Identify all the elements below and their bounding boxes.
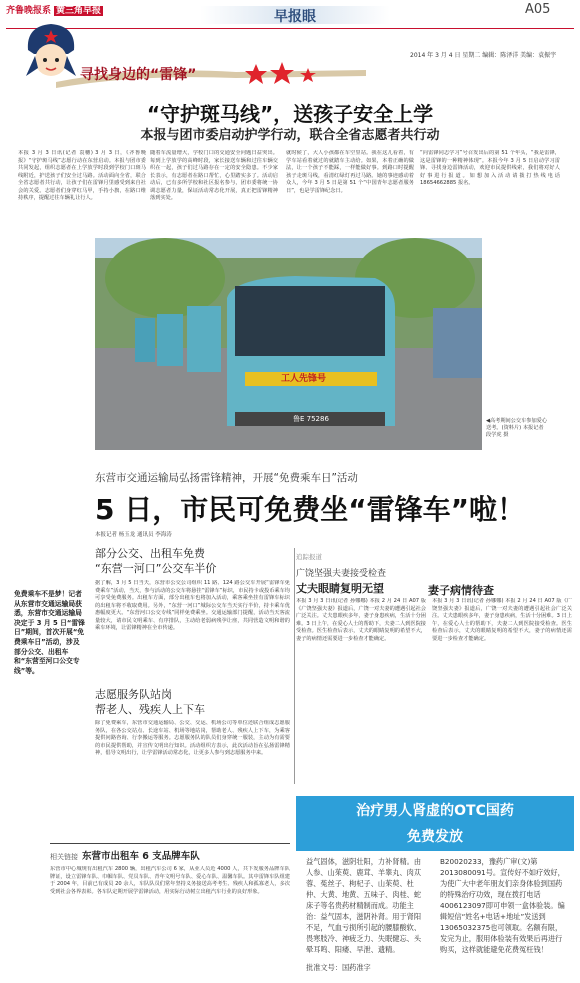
story1-subhead: 本报与团市委启动护学行动，联合全省志愿者共行动: [140, 128, 440, 143]
story1-column: “向雷锋同志学习”号召发出后的第 51 个年头，“我是雷锋，这是雷锋的一种精神体现”。本报今年 3 月 5 日启动学习雷锋、寻找身边雷锋活动，欢迎市民提供线索，我们将对好人好事进行报道。如想加入活动请拨打热线电话 18654662885 报名。: [420, 150, 560, 186]
date-line: 2014 年 3 月 4 日 星期二 编辑：陈泽洋 美编：袁振宇: [410, 52, 557, 59]
bus-photo: [95, 238, 482, 450]
related-link-body: 东营市中心城规有出租汽车 2800 辆，出租汽车公司 6 家，从业人员近 4000 人，共下发服务品牌车队牌证，设立雷锋车队、巾帼车队、党员车队、青年文明号车队、爱心车队、温馨车队。其中雷锋车队组建于 2004 年，目前已有成员 20 余人，车队队员们常年坚持义务接送高考考生、残疾人和孤寡老人，多次受到社会各界表彰。各车队定期开展学雷锋活动，用实际行动树立出租汽车行业的良好形象。: [50, 866, 290, 895]
header-rule: [6, 28, 574, 29]
story2-kicker: 东营市交通运输局弘扬雷锋精神，开展“免费乘车日”活动: [95, 472, 358, 484]
sidebar-rule: [294, 548, 295, 784]
story1-column: 就时候了，大人小孩都在车空里站。我在这儿看着，有学车站看着就过的就踏车主动给。如果，本着正确的做法，让一个孩子不能踩，一样能做好事。到路口时提醒孩子走斑马线，看清红绿灯再过马路。她的事迹感动着众人，今年 3 月 5 日是第 51 个“中国青年志愿者服务日”，也是学雷锋纪念日。: [286, 150, 414, 194]
related-link-heading: 相关链接 东营市出租车 6 支品牌车队: [50, 851, 200, 862]
story2-lead-quote: 免费乘车不是梦！记者从东营市交通运输局获悉，东营市交通运输局决定于 3 月 5 日“雷锋日”期间，首次开展“免费乘车日”活动，涉及部分公交、出租车和“东营至河口公交专线”等。: [14, 590, 85, 675]
story2-body: 据了解，3 月 5 日当天，东营市公交公司组织 11 路、124 路公交车开展“雷锋车免费乘车”活动，当天，参与活动的公交车将悬挂“雷锋车”标识，市民持卡或投币乘车均可享受免费服务。出租车方面，部分出租车也将加入活动，乘客乘坐挂有雷锋车标识的出租车将不收取费用。另外，“东营一河口”城际公交车当天实行半价，持卡乘车优惠幅度更大。“东营河口公交专线”同样免费乘坐。交通运输部门提醒，活动当天客流量较大，请市民文明乘车、有序排队，主动给老弱病残孕让座，共同营造文明和谐的乘车环境，让雷锋精神在全市传递。: [95, 580, 290, 631]
photo-caption: ◀高考期间公交车参加爱心送考。(资料片) 本报记者 段学虎 摄: [486, 418, 548, 438]
sidebar-body: 本报 3 月 3 日讯(记者 孙娜娜) 本报 2 月 24 日 A07 版《广饶坚强夫妻》报道后，广饶一对夫妻的遭遇引起社会广泛关注。丈夫患眼疾多年，妻子身患疾病，生活十分困难。3 日上午，在爱心人士的帮助下，夫妻二人到医院接受检查。医生检查后表示，丈夫的眼睛复明的希望不大，妻子的病情还需要进一步检查才能确定。: [296, 598, 426, 642]
ad-body: B20020233，豫药广审(文)第2013080091号。宣传好不如疗效好，为使广大中老年朋友们亲身体验到国药的特殊治疗功效，现在拨打电话4006123097即可申领一盒体验装。编辑短信“姓名+电话+地址”发送到13065032375也可领取。名额有限，发完为止，服用体验装有效果后再进行购买，这样就能避免花费冤枉钱！: [440, 857, 565, 954]
sidebar-headline: 妻子病情待查: [428, 584, 494, 597]
ad-body: 益气固体，滋阴壮阳，力补肾精。由人参、山茱萸、鹿茸、羊睾丸、肉苁蓉、菟丝子、枸杞子、山茱萸、杜仲、大黄、地黄、五味子、肉桂、蛇床子等名贵药材精制而成。功能主治：益气固本，滋阴补肾。用于肾阳不足，气血亏损所引起的腰膝酸软、畏寒肢冷、神疲乏力、失眠健忘、头晕耳鸣、阳痿、早泄、遗精。: [306, 857, 422, 954]
section-divider: [50, 843, 290, 844]
story1-headline: “守护斑马线”，送孩子安全上学: [146, 102, 434, 126]
story2-headline: 5 日，市民可免费坐“雷锋车”啦！: [95, 493, 526, 526]
story2-body: 除了免费乘车，东营市交通运输局、公交、交运、机场公司等单位还联合组成志愿服务队，在各公交站点、长途车站、机场等地站岗，帮助老人、残疾人上下车，为乘客提供问路咨询、行李搬运等服务。志愿服务队的队员们身穿统一服装，主动为有需要的市民提供帮助，并宣传文明出行知识。活动组织方表示，此次活动旨在弘扬雷锋精神，倡导文明出行，让学雷锋活动常态化，让更多人参与到志愿服务中来。: [95, 720, 290, 756]
story1-column: 本报 3 月 3 日讯(记者 袁穗) 3 月 3 日，《齐鲁晚报》“守护斑马线”志愿行动在东营启动。本报与团市委共同发起，组织志愿者在上学放学时段到学校门口斑马线附近，护送孩子们安全过马路。活动面向全省，联合全省志愿者共行动，让孩子们在雷锋月里感受到来自社会的关爱。志愿者们身穿红马甲，手持小旗，在路口维持秩序，提醒过往车辆礼让行人。: [18, 150, 146, 201]
campaign-banner-text: 寻找身边的“雷锋”: [80, 67, 197, 83]
page-number: A05: [525, 2, 551, 17]
section-title: 早报眼: [200, 6, 390, 24]
bus-sign: 工人先锋号: [281, 374, 327, 384]
sidebar-kicker: 广饶坚强夫妻接受检查: [296, 569, 387, 579]
ad-title: 免费发放: [407, 829, 463, 845]
section-tag: 黄三角早报: [56, 6, 102, 16]
ad-title: 治疗男人肾虚的OTC国药: [356, 803, 514, 819]
bus-plate: 鲁E 75286: [293, 415, 329, 423]
sidebar-headline: 丈夫眼睛复明无望: [296, 582, 384, 595]
ad-approval: 批准文号：国药准字: [306, 963, 371, 972]
sidebar-tag: 追踪报道: [296, 553, 322, 561]
newspaper-logo: 齐鲁晚报系 黄三角早报: [6, 6, 102, 16]
sidebar-body: 本报 3 月 3 日讯(记者 孙娜娜) 本报 2 月 24 日 A07 版《广饶坚强夫妻》报道后，广饶一对夫妻的遭遇引起社会广泛关注。丈夫患眼疾多年，妻子身患疾病，生活十分困难。3 日上午，在爱心人士的帮助下，夫妻二人到医院接受检查。医生检查后表示，丈夫的眼睛复明的希望不大，妻子的病情还需要进一步检查才能确定。: [432, 598, 572, 642]
story2-subhead: 部分公交、出租车免费 “东营一河口”公交车半价: [95, 547, 217, 575]
ad-header: [296, 796, 574, 851]
story2-subhead: 志愿服务队站岗 帮老人、残疾人上下车: [95, 688, 205, 716]
story2-byline: 本报记者 杨玉龙 通讯员 李海涛: [95, 532, 172, 538]
story1-column: 随着车流量增大，学校门口的交通安全问题日益突出。每到上学放学的高峰时段，家长接送车辆和过往车辆交织在一起，孩子们过马路存在一定的安全隐患。不少家长表示，有志愿者在路口帮忙，心里踏实多了。活动启动后，已有多所学校和社区报名参与，团市委将统一协调志愿者力量，保证活动常态化开展，真正把雷锋精神落到实处。: [150, 150, 278, 201]
